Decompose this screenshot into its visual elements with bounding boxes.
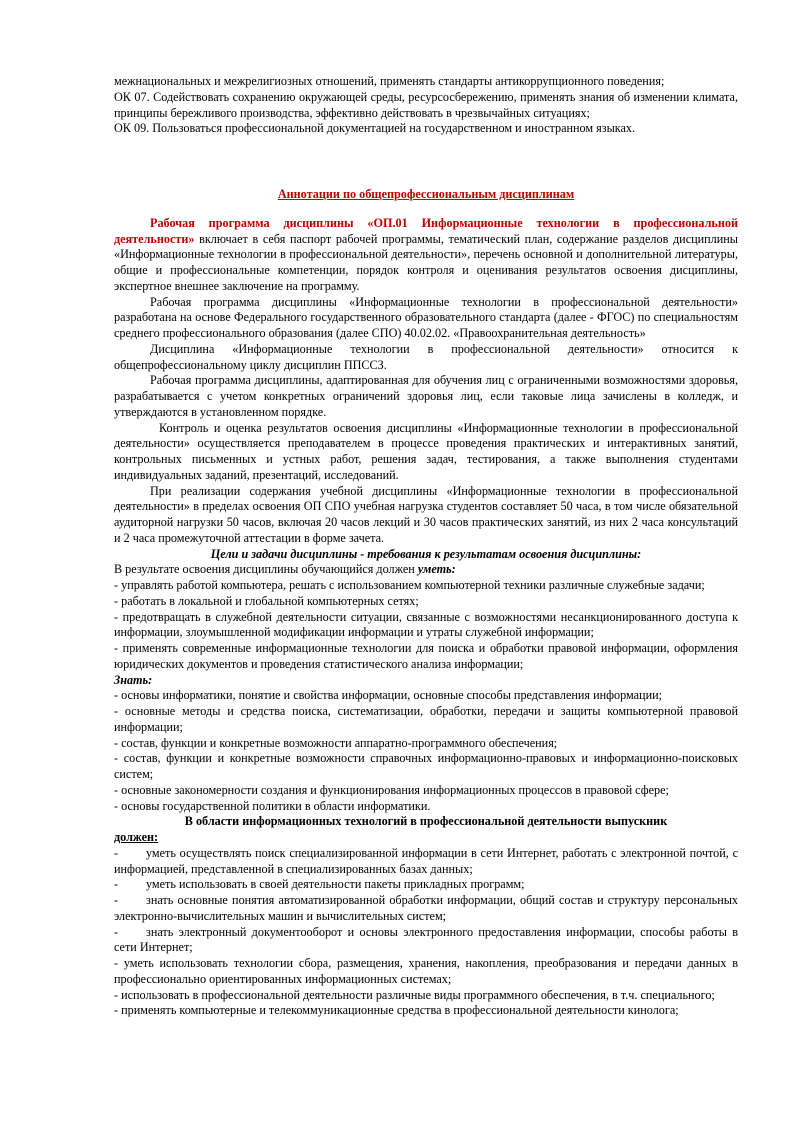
list-dash: - (114, 845, 119, 860)
spacer (114, 137, 738, 162)
list-dash: - (114, 877, 119, 892)
list-item: - основные закономерности создания и функционирования информационных процессов в правовой сфере; (114, 782, 669, 797)
list-item: - уметь использовать технологии сбора, размещения, хранения, накопления, преобразования и передачи данных в профессионально ориентированных информационных системах; (114, 956, 738, 986)
list-item: - использовать в профессиональной деятельности различные виды программного обеспечения, в т.ч. специального; (114, 987, 715, 1002)
intro-text: включает в себя паспорт рабочей программы, тематический план, содержание разделов дисциплины «Информационные технологии в профессиональной деятельности», перечень основной и дополнительной литературы, общие и профессиональные компетенции, порядок контроля и оценивания результатов освоения дисциплины, экспертное внешнее заключение на программу. (114, 231, 738, 293)
result-intro (114, 562, 738, 578)
list-item-text: знать основные понятия автоматизированной обработки информации, общий состав и структуру персональных электронно-вычислительных машин и вычислительных систем; (114, 893, 738, 923)
list-item: - применять современные информационные технологии для поиска и обработки правовой информации, оформления юридических документов и проведения статистического анализа информации; (114, 641, 738, 671)
competence-ok07: ОК 07. Содействовать сохранению окружающей среды, ресурсосбережению, применять знания об изменении климата, принципы бережливого производства, эффективно действовать в чрезвычайных ситуациях; (114, 89, 738, 120)
list-item: - основы государственной политики в области информатики. (114, 798, 431, 813)
intro-paragraph (114, 216, 738, 295)
it-heading: В области информационных технологий в профессиональной деятельности выпускник (184, 814, 668, 829)
section-title: Аннотации по общепрофессиональным дисциплинам (277, 187, 575, 201)
list-item: - работать в локальной и глобальной компьютерных сетях; (114, 593, 419, 608)
list-item-text: уметь использовать в своей деятельности пакеты прикладных программ; (146, 877, 525, 892)
znat-list (114, 688, 738, 814)
list-item: - основные методы и средства поиска, систематизации, обработки, передачи и защиты компьютерной правовой информации; (114, 704, 738, 734)
paragraph-hours: При реализации содержания учебной дисциплины «Информационные технологии в профессиональной деятельности» в пределах освоения ОП СПО учебная нагрузка студентов составляет 50 часа, в том числе обязательной аудиторной нагрузки 50 часов, включая 20 часов лекций и 30 часов практических занятий, из них 2 часа консультаций и 2 часа промежуточной аттестации в форме зачета. (114, 483, 738, 545)
umet-list (114, 578, 738, 673)
paragraph-adapted: Рабочая программа дисциплины, адаптированная для обучения лиц с ограниченными возможностями здоровья, разрабатывается с учетом конкретных ограничений здоровья лиц, если таковые лица зачислены в колледж, и утверждаются в установленном порядке. (114, 373, 738, 419)
list-item: - управлять работой компьютера, решать с использованием компьютерной техники различные служебные задачи; (114, 578, 705, 592)
list-item (114, 846, 738, 878)
znat-heading: Знать: (114, 672, 153, 687)
result-intro-umet: уметь: (417, 562, 456, 577)
it-heading-must: должен: (114, 830, 159, 844)
list-item: - состав, функции и конкретные возможности справочных информационно-правовых и информационно-поисковых систем; (114, 751, 738, 781)
result-intro-text: В результате освоения дисциплины обучающийся должен (114, 562, 418, 577)
list-item: - состав, функции и конкретные возможности аппаратно-программного обеспечения; (114, 735, 558, 750)
goals-heading: Цели и задачи дисциплины - требования к результатам освоения дисциплины: (210, 546, 642, 561)
spacer (114, 162, 738, 187)
document-page (114, 74, 738, 1019)
list-item-text: знать электронный документооборот и основы электронного предоставления информации, способы работы в сети Интернет; (114, 924, 738, 955)
it-list (114, 846, 738, 1019)
paragraph-basis: Рабочая программа дисциплины «Информационные технологии в профессиональной деятельности» разработана на основе Федерального государственного образовательного стандарта (далее - ФГОС) по специальностям среднего профессионального образования (далее СПО) 40.02.02. «Правоохранительная деятельность» (114, 294, 738, 340)
list-item (114, 893, 738, 925)
paragraph-control: Контроль и оценка результатов освоения дисциплины «Информационные технологии в профессиональной деятельности» осуществляется преподавателем в процессе проведения практических и интерактивных занятий, контрольных письменных и устных работ, решения задач, тестирования, а также выполнения студентами индивидуальных заданий, презентаций, исследований. (114, 420, 738, 482)
program-title: Рабочая программа дисциплины «ОП.01 Информационные технологии в профессиональной деятельности» (114, 215, 738, 246)
paragraph-cycle: Дисциплина «Информационные технологии в профессиональной деятельности» относится к общепрофессиональному циклу дисциплин ППССЗ. (114, 341, 738, 372)
list-item: - основы информатики, понятие и свойства информации, основные способы представления информации; (114, 688, 663, 703)
list-item (114, 877, 738, 893)
text-line: межнациональных и межрелигиозных отношений, применять стандарты антикоррупционного поведения; (114, 74, 665, 88)
list-dash: - (114, 924, 119, 939)
list-item (114, 925, 738, 957)
list-item: - применять компьютерные и телекоммуникационные средства в профессиональной деятельности кинолога; (114, 1003, 679, 1018)
list-item-text: уметь осуществлять поиск специализированной информации в сети Интернет, работать с электронной почтой, с информацией, представленной в специализированных базах данных; (114, 845, 738, 876)
list-item: - предотвращать в служебной деятельности ситуации, связанные с возможностями несанкционированного доступа к информации, злоумышленной модификации информации и утраты служебной информации; (114, 609, 738, 640)
list-dash: - (114, 893, 119, 907)
competence-ok09: ОК 09. Пользоваться профессиональной документацией на государственном и иностранном языках. (114, 121, 636, 136)
